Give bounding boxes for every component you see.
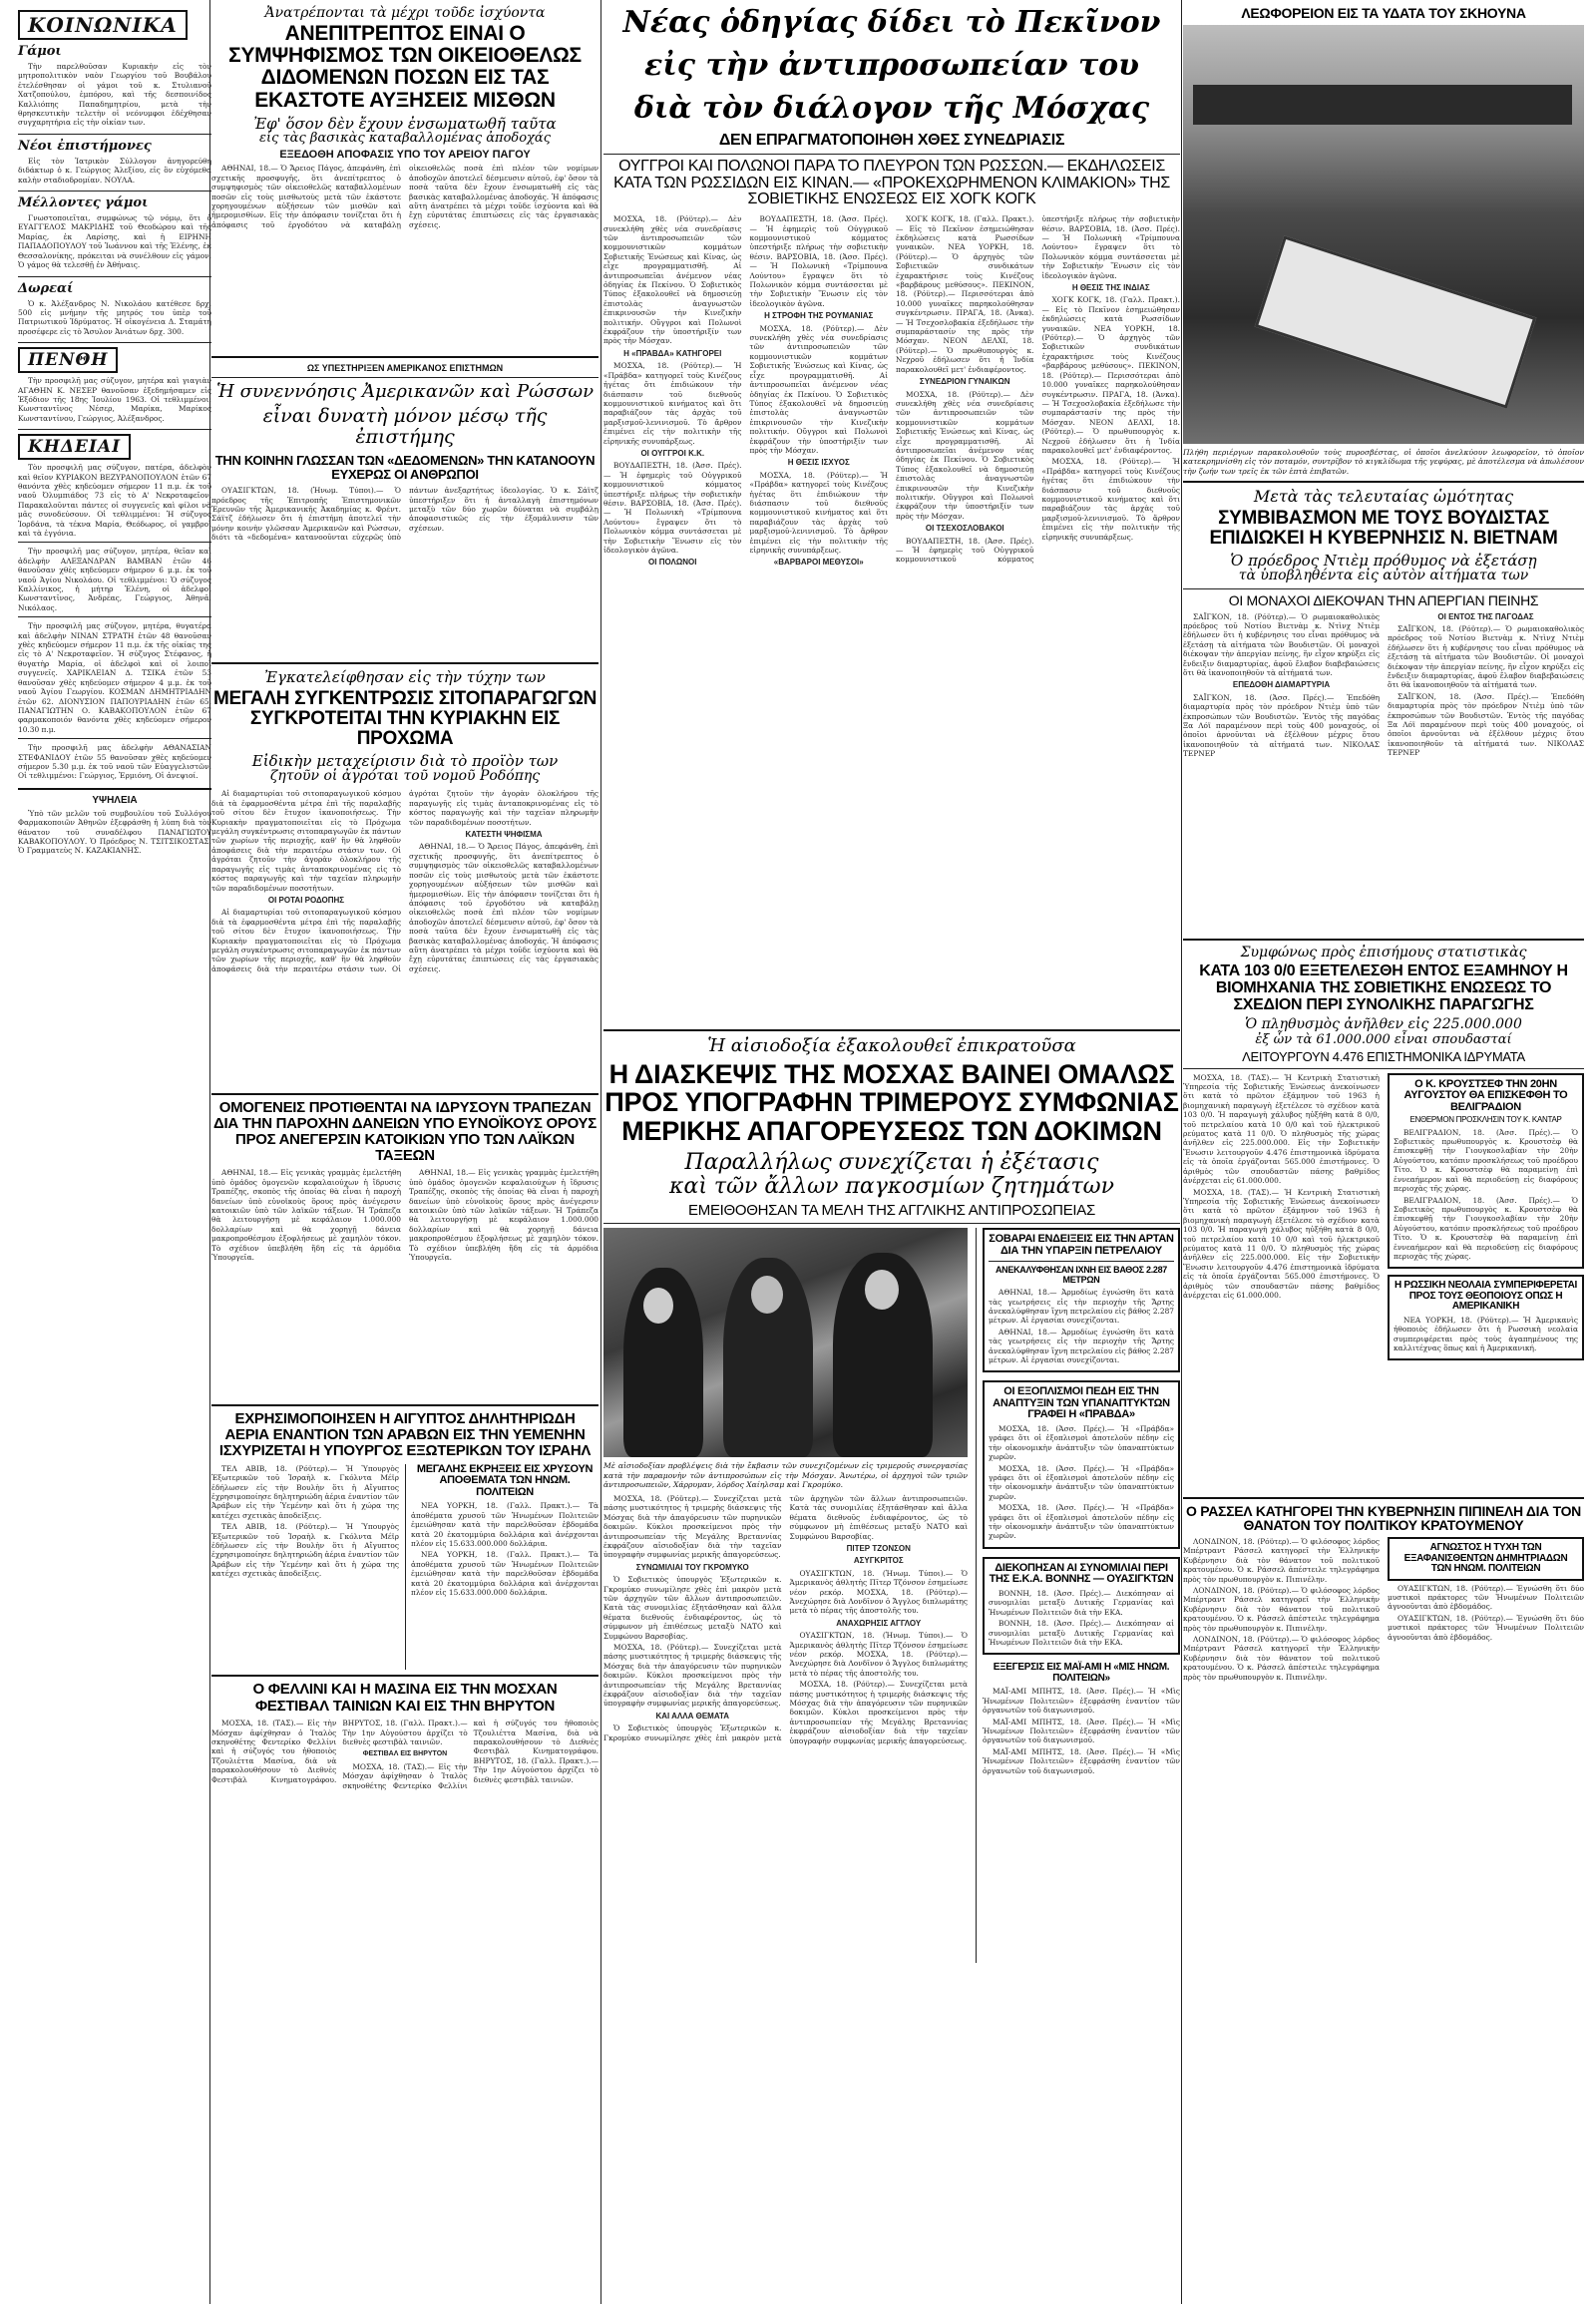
kicker-science: ΩΣ ΥΠΕΣΤΗΡΙΞΕΝ ΑΜΕΡΙΚΑΝΟΣ ΕΠΙΣΤΗΜΩΝ: [306, 363, 504, 374]
koinonika-title: ΚΟΙΝΩΝΙΚΑ: [18, 10, 188, 40]
column-rule: [600, 0, 601, 2304]
new-scientists-text: Εἰς τὸν Ἰατρικὸν Σύλλογον ἀνηγορεύθη διδάκτωρ ὁ κ. Γεώργιος Ἀλεξίου, εἰς ὃν εὐχόμεθα καλὴν σταδιοδρομίαν. ΝΟΥΛΑ.: [18, 156, 211, 185]
sub-departure: ΑΝΑΧΩΡΗΣΙΣ ΑΓΓΛΟΥ: [836, 1618, 922, 1628]
headline-science-1: Ἡ συνεννόησις Ἀμερικανῶν καὶ Ρώσσων: [215, 381, 595, 403]
oil-box: [983, 1228, 1180, 1372]
article-fellini: ΜΟΣΧΑ, 18. (ΤΑΣ).— Εἰς τὴν Μόσχαν ἀφίχθησαν ὁ Ἰταλὸς σκηνοθέτης Φεντερίκο Φελλίνι καὶ ἡ σύζυγός του ἠθοποιὸς Τζουλιέττα Μασίνα, διὰ νὰ παρακολουθήσουν τὸ Διεθνὲς Φεστιβὰλ Κινηματογράφου. ΒΗΡΥΤΟΣ, 18. (Γαλλ. Πρακτ.).— Τὴν 1ην Αὐγούστου ἀρχίζει τὸ διεθνὲς φεστιβὰλ ταινιῶν. ΦΕΣΤΙΒΑΛ ΕΙΣ ΒΗΡΥΤΟΝ ΜΟΣΧΑ, 18. (ΤΑΣ).— Εἰς τὴν Μόσχαν ἀφίχθησαν ὁ Ἰταλὸς σκηνοθέτης Φεντερίκο Φελλίνι καὶ ἡ σύζυγός του ἠθοποιὸς Τζουλιέττα Μασίνα, διὰ νὰ παρακολουθήσουν τὸ Διεθνὲς Φεστιβὰλ Κινηματογράφου. ΒΗΡΥΤΟΣ, 18. (Γαλλ. Πρακτ.).— Τὴν 1ην Αὐγούστου ἀρχίζει τὸ διεθνὲς φεστιβὰλ ταινιῶν.: [211, 1719, 598, 1790]
headline-peking-1: Νέας ὁδηγίας δίδει τὸ Πεκῖνον: [622, 5, 1161, 40]
sub-rodopi: ΟΙ ΡΟΤΑΙ ΡΟΔΟΠΗΣ: [267, 895, 345, 905]
sub-hungarians: ΟΙ ΟΥΓΓΡΟΙ Κ.Κ.: [640, 448, 705, 458]
article-peking: ΜΟΣΧΑ, 18. (Ρόϋτερ).— Δὲν συνεκλήθη χθὲς νέα συνεδρίασις τῶν ἀντιπροσωπειῶν τῶν κομμουνιστικῶν κομμάτων Σοβιετικῆς Ἑνώσεως καὶ Κίνας, ὡς εἶχε προγραμματισθῆ. Αἱ ἀντιπροσωπεῖαι ἀνέμενον νέας ὁδηγίας ἐκ Πεκίνου. Ὁ Σοβιετικὸς Τύπος ἐξακολουθεῖ νὰ δημοσιεύῃ ἐπιστολὰς ἀναγνωστῶν ἐπικρινουσῶν τὴν Κινεζικὴν πολιτικήν. Οὔγγροι καὶ Πολωνοὶ ἐκφράζουν τὴν ὑποστήριξίν των πρὸς τὴν Μόσχαν. Η «ΠΡΑΒΔΑ» ΚΑΤΗΓΟΡΕΙ ΜΟΣΧΑ, 18. (Ρόϋτερ).— Ἡ «Πράβδα» κατηγορεῖ τοὺς Κινέζους ἡγέτας ὅτι ἐπιδιώκουν τὴν διάσπασιν τοῦ διεθνοῦς κομμουνιστικοῦ κινήματος καὶ ὅτι παραβιάζουν τὰς ἀρχὰς τοῦ μαρξισμοῦ-λενινισμοῦ. Τὸ ἄρθρον ἐπιμένει εἰς τὴν πολιτικὴν τῆς εἰρηνικῆς συνυπάρξεως. ΟΙ ΟΥΓΓΡΟΙ Κ.Κ. ΒΟΥΔΑΠΕΣΤΗ, 18. (Ἀσσ. Πρές).— Ἡ ἐφημερὶς τοῦ Οὐγγρικοῦ κομμουνιστικοῦ κόμματος ὑπεστήριξε πλήρως τὴν σοβιετικὴν θέσιν. ΒΑΡΣΟΒΙΑ, 18. (Ἀσσ. Πρές).— Ἡ Πολωνικὴ «Τρίμπουνα Λούντου» ἔγραψεν ὅτι τὸ Πολωνικὸν κόμμα συντάσσεται μὲ τὴν Σοβιετικὴν Ἕνωσιν εἰς τὸν ἰδεολογικὸν ἀγῶνα. ΟΙ ΠΟΛΩΝΟΙ ΒΟΥΔΑΠΕΣΤΗ, 18. (Ἀσσ. Πρές).— Ἡ ἐφημερὶς τοῦ Οὐγγρικοῦ κομμουνιστικοῦ κόμματος ὑπεστήριξε πλήρως τὴν σοβιετικὴν θέσιν. ΒΑΡΣΟΒΙΑ, 18. (Ἀσσ. Πρές).— Ἡ Πολωνικὴ «Τρίμπουνα Λούντου» ἔγραψεν ὅτι τὸ Πολωνικὸν κόμμα συντάσσεται μὲ τὴν Σοβιετικὴν Ἕνωσιν εἰς τὸν ἰδεολογικὸν ἀγῶνα. Η ΣΤΡΟΦΗ ΤΗΣ ΡΟΥΜΑΝΙΑΣ ΜΟΣΧΑ, 18. (Ρόϋτερ).— Δὲν συνεκλήθη χθὲς νέα συνεδρίασις τῶν ἀντιπροσωπειῶν τῶν κομμουνιστικῶν κομμάτων Σοβιετικῆς Ἑνώσεως καὶ Κίνας, ὡς εἶχε προγραμματισθῆ. Αἱ ἀντιπροσωπεῖαι ἀνέμενον νέας ὁδηγίας ἐκ Πεκίνου. Ὁ Σοβιετικὸς Τύπος ἐξακολουθεῖ νὰ δημοσιεύῃ ἐπιστολὰς ἀναγνωστῶν ἐπικρινουσῶν τὴν Κινεζικὴν πολιτικήν. Οὔγγροι καὶ Πολωνοὶ ἐκφράζουν τὴν ὑποστήριξίν των πρὸς τὴν Μόσχαν. Η ΘΕΣΙΣ ΙΣΧΥΟΣ ΜΟΣΧΑ, 18. (Ρόϋτερ).— Ἡ «Πράβδα» κατηγορεῖ τοὺς Κινέζους ἡγέτας ὅτι ἐπιδιώκουν τὴν διάσπασιν τοῦ διεθνοῦς κομμουνιστικοῦ κινήματος καὶ ὅτι παραβιάζουν τὰς ἀρχὰς τοῦ μαρξισμοῦ-λενινισμοῦ. Τὸ ἄρθρον ἐπιμένει εἰς τὴν πολιτικὴν τῆς εἰρηνικῆς συνυπάρξεως. «ΒΑΡΒΑΡΟΙ ΜΕΘΥΣΟΙ» ΧΟΓΚ ΚΟΓΚ, 18. (Γαλλ. Πρακτ.).— Εἰς τὸ Πεκῖνον ἐσημειώθησαν ἐκδηλώσεις κατὰ Ρωσσίδων γυναικῶν. ΝΕΑ ΥΟΡΚΗ, 18. (Ρόϋτερ).— Ὁ ἀρχηγὸς τῶν Σοβιετικῶν συνδικάτων ἐχαρακτήρισε τοὺς Κινέζους «βαρβάρους μεθύσους». ΠΕΚΙΝΟΝ, 18. (Ρόϋτερ).— Περισσότεραι ἀπὸ 10.000 γυναῖκες παρηκολούθησαν συγκέντρωσιν. ΠΡΑΓΑ, 18. (Ἀνκα).— Ἡ Τσεχοσλοβακία ἐξεδήλωσε τὴν συμπαράστασίν της πρὸς τὴν Μόσχαν. ΝΕΟΝ ΔΕΛΧΙ, 18. (Ρόϋτερ).— Ὁ πρωθυπουργὸς κ. Νεχροῦ ἐδήλωσεν ὅτι ἡ Ἰνδία παρακολουθεῖ μετ' ἐνδιαφέροντος. ΣΥΝΕΔΡΙΟΝ ΓΥΝΑΙΚΩΝ ΜΟΣΧΑ, 18. (Ρόϋτερ).— Δὲν συνεκλήθη χθὲς νέα συνεδρίασις τῶν ἀντιπροσωπειῶν τῶν κομμουνιστικῶν κομμάτων Σοβιετικῆς Ἑνώσεως καὶ Κίνας, ὡς εἶχε προγραμματισθῆ. Αἱ ἀντιπροσωπεῖαι ἀνέμενον νέας ὁδηγίας ἐκ Πεκίνου. Ὁ Σοβιετικὸς Τύπος ἐξακολουθεῖ νὰ δημοσιεύῃ ἐπιστολὰς ἀναγνωστῶν ἐπικρινουσῶν τὴν Κινεζικὴν πολιτικήν. Οὔγγροι καὶ Πολωνοὶ ἐκφράζουν τὴν ὑποστήριξίν των πρὸς τὴν Μόσχαν. ΟΙ ΤΣΕΧΟΣΛΟΒΑΚΟΙ ΒΟΥΔΑΠΕΣΤΗ, 18. (Ἀσσ. Πρές).— Ἡ ἐφημερὶς τοῦ Οὐγγρικοῦ κομμουνιστικοῦ κόμματος ὑπεστήριξε πλήρως τὴν σοβιετικὴν θέσιν. ΒΑΡΣΟΒΙΑ, 18. (Ἀσσ. Πρές).— Ἡ Πολωνικὴ «Τρίμπουνα Λούντου» ἔγραψεν ὅτι τὸ Πολωνικὸν κόμμα συντάσσεται μὲ τὴν Σοβιετικὴν Ἕνωσιν εἰς τὸν ἰδεολογικὸν ἀγῶνα. Η ΘΕΣΙΣ ΤΗΣ ΙΝΔΙΑΣ ΧΟΓΚ ΚΟΓΚ, 18. (Γαλλ. Πρακτ.).— Εἰς τὸ Πεκῖνον ἐσημειώθησαν ἐκδηλώσεις κατὰ Ρωσσίδων γυναικῶν. ΝΕΑ ΥΟΡΚΗ, 18. (Ρόϋτερ).— Ὁ ἀρχηγὸς τῶν Σοβιετικῶν συνδικάτων ἐχαρακτήρισε τοὺς Κινέζους «βαρβάρους μεθύσους». ΠΕΚΙΝΟΝ, 18. (Ρόϋτερ).— Περισσότεραι ἀπὸ 10.000 γυναῖκες παρηκολούθησαν συγκέντρωσιν. ΠΡΑΓΑ, 18. (Ἀνκα).— Ἡ Τσεχοσλοβακία ἐξεδήλωσε τὴν συμπαράστασίν της πρὸς τὴν Μόσχαν. ΝΕΟΝ ΔΕΛΧΙ, 18. (Ρόϋτερ).— Ὁ πρωθυπουργὸς κ. Νεχροῦ ἐδήλωσεν ὅτι ἡ Ἰνδία παρακολουθεῖ μετ' ἐνδιαφέροντος. ΜΟΣΧΑ, 18. (Ρόϋτερ).— Ἡ «Πράβδα» κατηγορεῖ τοὺς Κινέζους ἡγέτας ὅτι ἐπιδιώκουν τὴν διάσπασιν τοῦ διεθνοῦς κομμουνιστικοῦ κινήματος καὶ ὅτι παραβιάζουν τὰς ἀρχὰς τοῦ μαρξισμοῦ-λενινισμοῦ. Τὸ ἄρθρον ἐπιμένει εἰς τὴν πολιτικὴν τῆς εἰρηνικῆς συνυπάρξεως.: [603, 214, 1180, 568]
headline-moscow-talks: Η ΔΙΑΣΚΕΨΙΣ ΤΗΣ ΜΟΣΧΑΣ ΒΑΙΝΕΙ ΟΜΑΛΩΣ ΠΡΟΣ ΥΠΟΓΡΑΦΗΝ ΤΡΙΜΕΡΟΥΣ ΣΥΜΦΩΝΙΑΣ ΜΕΡΙΚΗΣ ΑΠΑΓΟΡΕΥΣΕΩΣ ΤΩΝ ΔΟΚΙΜΩΝ: [604, 1058, 1179, 1146]
sub-science: ΤΗΝ ΚΟΙΝΗΝ ΓΛΩΣΣΑΝ ΤΩΝ «ΔΕΔΟΜΕΝΩΝ» ΤΗΝ ΚΑΤΑΝΟΟΥΝ ΕΥΧΕΡΩΣ ΟΙ ΑΝΘΡΩΠΟΙ: [214, 452, 596, 482]
column-rule: [1181, 0, 1182, 2304]
bonn-box-text: ΒΟΝΝΗ, 18. (Ἀσσ. Πρές).— Διεκόπησαν αἱ συνομιλίαι μεταξὺ Δυτικῆς Γερμανίας καὶ Ἡνωμένων Πολιτειῶν διὰ τὴν ΕΚΑ. ΒΟΝΝΗ, 18. (Ἀσσ. Πρές).— Διεκόπησαν αἱ συνομιλίαι μεταξὺ Δυτικῆς Γερμανίας καὶ Ἡνωμένων Πολιτειῶν διὰ τὴν ΕΚΑ.: [989, 1588, 1174, 1647]
headline-wages: ΑΝΕΠΙΤΡΕΠΤΟΣ ΕΙΝΑΙ Ο ΣΥΜΨΗΦΙΣΜΟΣ ΤΩΝ ΟΙΚΕΙΟΘΕΛΩΣ ΔΙΔΟΜΕΝΩΝ ΠΟΣΩΝ ΕΙΣ ΤΑΣ ΕΚΑΣΤΟΤΕ ΑΥΞΗΣΕΙΣ ΜΙΣΘΩΝ: [228, 22, 582, 112]
deck-farmers-1: Εἰδικὴν μεταχείρισιν διὰ τὸ προϊὸν των: [251, 751, 559, 770]
deck-soviet-1: Ὁ πληθυσμὸς ἀνῆλθεν εἰς 225.000.000: [1245, 1016, 1522, 1033]
missing-agents-box: [1388, 1537, 1584, 1727]
deck-farmers-2: ζητοῦν οἱ ἀγρόται τοῦ νομοῦ Ροδόπης: [269, 768, 541, 785]
pravda-box-title: ΟΙ ΕΞΟΠΛΙΣΜΟΙ ΠΕΔΗ ΕΙΣ ΤΗΝ ΑΝΑΠΤΥΞΙΝ ΤΩΝ ΥΠΑΝΑΠΤΥΚΤΩΝ ΓΡΑΦΕΙ Η «ΠΡΑΒΔΑ»: [993, 1385, 1170, 1421]
headline-science-2: εἶναι δυνατὴ μόνον μέσῳ τῆς ἐπιστήμης: [262, 405, 548, 449]
sub-gromyko: ΣΥΝΩΜΙΛΙΑΙ ΤΟΥ ΓΚΡΟΜΥΚΟ: [635, 1562, 749, 1572]
sub-areios-pagos: ΕΞΕΔΟΘΗ ΑΠΟΦΑΣΙΣ ΥΠΟ ΤΟΥ ΑΡΕΙΟΥ ΠΑΓΟΥ: [279, 149, 531, 162]
future-weddings-text: Γνωστοποιεῖται, συμφώνως τῷ νόμῳ, ὅτι ὁ ΕΥΑΓΓΕΛΟΣ ΜΑΚΡΙΔΗΣ τοῦ Θεοδώρου καὶ τῆς Μαρίας, ἐκ Λαρίσης, καὶ ἡ ΕΙΡΗΝΗ ΠΑΠΑΔΟΠΟΥΛΟΥ τοῦ Ἰωάννου καὶ τῆς Ἑλένης, ἐκ Θεσσαλονίκης, πρόκειται νὰ συνέλθουν εἰς γάμον. Ὁ γάμος θὰ τελεσθῇ ἐν Ἀθήναις.: [18, 213, 211, 270]
funerals-title: ΚΗΔΕΙΑΙ: [18, 434, 131, 460]
sub-protest: ΕΠΕΔΟΘΗ ΔΙΑΜΑΡΤΥΡΙΑ: [1232, 680, 1331, 690]
article-moscow-talks: ΜΟΣΧΑ, 18. (Ρόϋτερ).— Συνεχίζεται μετὰ πάσης μυστικότητος ἡ τριμερὴς διάσκεψις τῆς Μόσχας διὰ τὴν ἀπαγόρευσιν τῶν πυρηνικῶν δοκιμῶν. Κύκλοι προσκείμενοι πρὸς τὴν ἀντιπροσωπείαν τῆς Μεγάλης Βρεταννίας ἐκφράζουν αἰσιοδοξίαν διὰ τὴν ταχεῖαν ὑπογραφὴν συμφωνίας μερικῆς ἀπαγορεύσεως. ΣΥΝΩΜΙΛΙΑΙ ΤΟΥ ΓΚΡΟΜΥΚΟ Ὁ Σοβιετικὸς ὑπουργὸς Ἐξωτερικῶν κ. Γκρομύκο συνωμίλησε χθὲς ἐπὶ μακρὸν μετὰ τῶν ἀρχηγῶν τῶν ἄλλων ἀντιπροσωπειῶν. Κατὰ τὰς συνομιλίας ἐξητάσθησαν καὶ ἄλλα θέματα διεθνοῦς ἐνδιαφέροντος, ὡς τὸ σύμφωνον μὴ ἐπιθέσεως μεταξὺ ΝΑΤΟ καὶ Συμφώνου Βαρσοβίας. ΜΟΣΧΑ, 18. (Ρόϋτερ).— Συνεχίζεται μετὰ πάσης μυστικότητος ἡ τριμερὴς διάσκεψις τῆς Μόσχας διὰ τὴν ἀπαγόρευσιν τῶν πυρηνικῶν δοκιμῶν. Κύκλοι προσκείμενοι πρὸς τὴν ἀντιπροσωπείαν τῆς Μεγάλης Βρεταννίας ἐκφράζουν αἰσιοδοξίαν διὰ τὴν ταχεῖαν ὑπογραφὴν συμφωνίας μερικῆς ἀπαγορεύσεως. ΚΑΙ ΑΛΛΑ ΘΕΜΑΤΑ Ὁ Σοβιετικὸς ὑπουργὸς Ἐξωτερικῶν κ. Γκρομύκο συνωμίλησε χθὲς ἐπὶ μακρὸν μετὰ τῶν ἀρχηγῶν τῶν ἄλλων ἀντιπροσωπειῶν. Κατὰ τὰς συνομιλίας ἐξητάσθησαν καὶ ἄλλα θέματα διεθνοῦς ἐνδιαφέροντος, ὡς τὸ σύμφωνον μὴ ἐπιθέσεως μεταξὺ ΝΑΤΟ καὶ Συμφώνου Βαρσοβίας. ΠΙΤΕΡ ΤΖΟΝΣΟΝ ΑΣΥΓΚΡΙΤΟΣ ΟΥΑΣΙΓΚΤΩΝ, 18. (Ἡνωμ. Τύποι).— Ὁ Ἀμερικανὸς ἀθλητὴς Πῖτερ Τζόνσον ἐσημείωσε νέον ρεκόρ. ΜΟΣΧΑ, 18. (Ρόϋτερ).— Ἀνεχώρησε διὰ Λονδῖνον ὁ Ἄγγλος διπλωμάτης μετὰ τὸ πέρας τῆς ἀποστολῆς του. ΑΝΑΧΩΡΗΣΙΣ ΑΓΓΛΟΥ ΟΥΑΣΙΓΚΤΩΝ, 18. (Ἡνωμ. Τύποι).— Ὁ Ἀμερικανὸς ἀθλητὴς Πῖτερ Τζόνσον ἐσημείωσε νέον ρεκόρ. ΜΟΣΧΑ, 18. (Ρόϋτερ).— Ἀνεχώρησε διὰ Λονδῖνον ὁ Ἄγγλος διπλωμάτης μετὰ τὸ πέρας τῆς ἀποστολῆς του. ΜΟΣΧΑ, 18. (Ρόϋτερ).— Συνεχίζεται μετὰ πάσης μυστικότητος ἡ τριμερὴς διάσκεψις τῆς Μόσχας διὰ τὴν ἀπαγόρευσιν τῶν πυρηνικῶν δοκιμῶν. Κύκλοι προσκείμενοι πρὸς τὴν ἀντιπροσωπείαν τῆς Μεγάλης Βρεταννίας ἐκφράζουν αἰσιοδοξίαν διὰ τὴν ταχεῖαν ὑπογραφὴν συμφωνίας μερικῆς ἀπαγορεύσεως.: [603, 1493, 968, 1745]
khrushchev-box-text: ΒΕΛΙΓΡΑΔΙΟΝ, 18. (Ἀσσ. Πρές).— Ὁ Σοβιετικὸς πρωθυπουργὸς κ. Κρουστσὲφ θὰ ἐπισκεφθῇ τὴν Γιουγκοσλαβίαν τὴν 20ὴν Αὐγούστου, κατόπιν προσκλήσεως τοῦ προέδρου Τίτο. Ὁ κ. Κρουστσὲφ θὰ παραμείνῃ ἐπὶ ἐννεαήμερον καὶ θὰ περιοδεύσῃ εἰς διαφόρους περιοχὰς τῆς χώρας. ΒΕΛΙΓΡΑΔΙΟΝ, 18. (Ἀσσ. Πρές).— Ὁ Σοβιετικὸς πρωθυπουργὸς κ. Κρουστσὲφ θὰ ἐπισκεφθῇ τὴν Γιουγκοσλαβίαν τὴν 20ὴν Αὐγούστου, κατόπιν προσκλήσεως τοῦ προέδρου Τίτο. Ὁ κ. Κρουστσὲφ θὰ παραμείνῃ ἐπὶ ἐννεαήμερον καὶ θὰ περιοδεύσῃ εἰς διαφόρους περιοχὰς τῆς χώρας.: [1394, 1127, 1578, 1261]
headline-peking-3: διὰ τὸν διάλογον τῆς Μόσχας: [633, 91, 1150, 126]
sub-no-session: ΔΕΝ ΕΠΡΑΓΜΑΤΟΠΟΙΗΘΗ ΧΘΕΣ ΣΥΝΕΔΡΙΑΣΙΣ: [718, 132, 1065, 149]
delegation-photo: [603, 1228, 968, 1457]
mourning-text: Τὴν προσφιλῆ μας σύζυγον, μητέρα καὶ γιαγιὰν ΑΓΑΘΗΝ Κ. ΝΕΣΕΡ θανοῦσαν ἐξεδημήσαμεν εἰς Ἐξόδιον τῆς 18ης Ἰουλίου 1963. Οἱ τεθλιμμένοι: Κωνσταντῖνος Νέσερ, Μαρίκα, Μαρίκος Κωνσταντίνου, Γεώργιος, Ἀλέξανδρος.: [18, 376, 211, 423]
khrushchev-box: [1388, 1073, 1584, 1270]
funerals-text: Τὸν προσφιλῆ μας σύζυγον, πατέρα, ἀδελφὸν καὶ θεῖον ΚΥΡΙΑΚΟΝ ΒΕΖΥΡΑΝΟΠΟΥΛΟΝ ἐτῶν 67 θανόντα χθὲς κηδεύομεν σήμερον 11 π.μ. ἐκ τοῦ ναοῦ Ὀλυμπιάδος 73 εἰς τὸ Α' Νεκροταφεῖον. Παρακαλοῦνται πάντες οἱ συγγενεῖς καὶ φίλοι νὰ μᾶς συνοδεύσουν. Οἱ τεθλιμμένοι: Ἡ σύζυγος Ἰορδάνα, τὰ τέκνα Μαρία, Θεόδωρος, οἱ γαμβροὶ καὶ τὰ ἐγγόνια. Τὴν προσφιλῆ μας σύζυγον, μητέρα, θεῖαν καὶ ἀδελφὴν ΑΛΕΞΑΝΔΡΑΝ ΒΑΜΒΑΝ ἐτῶν 46 θανοῦσαν χθὲς κηδεύομεν σήμερον 6 μ.μ. ἐκ τοῦ ναοῦ Ἁγίου Νικολάου. Οἱ τεθλιμμένοι: Ὁ σύζυγος Καλλίνικος, ἡ μήτηρ Ἑλένη, οἱ ἀδελφοὶ Κωνσταντῖνος, Ἀνδρέας, Γεώργιος, Ἀθηνᾶ, Νικόλαος. Τὴν προσφιλῆ μας σύζυγον, μητέρα, θυγατέρα καὶ ἀδελφὴν ΝΙΝΑΝ ΣΤΡΑΤΗ ἐτῶν 48 θανοῦσαν χθὲς κηδεύομεν σήμερον 11 π.μ. ἐκ τῆς οἰκίας της εἰς τὸ Α' Νεκροταφεῖον. Ἡ σύζυγος Στέφανος, ἡ θυγατὴρ Μαρία, οἱ ἀδελφοὶ καὶ οἱ λοιποὶ συγγενεῖς. ΧΑΡΙΚΛΕΙΑΝ Δ. ΤΣΙΚΑ ἐτῶν 53 θανοῦσαν χθὲς κηδεύομεν σήμερον 4 μ.μ. ἐκ τοῦ ναοῦ Ἁγίου Γεωργίου. ΚΟΣΜΑΝ ΔΗΜΗΤΡΙΑΔΗΝ ἐτῶν 62. ΔΙΟΝΥΣΙΟΝ ΠΑΠΟΥΡΙΑΔΗΝ ἐτῶν 65. ΠΑΝΑΓΙΩΤΗΝ Ο. ΚΑΒΑΚΟΠΟΥΛΟΝ ἐτῶν 67 φαρμακοποιόν θανόντα χθὲς κηδεύομεν σήμερον 10.30 π.μ. Τὴν προσφιλῆ μας ἀδελφὴν ΑΘΑΝΑΣΙΑΝ ΣΤΕΦΑΝΙΔΟΥ ἐτῶν 55 θανοῦσαν χθὲς κηδεύομεν σήμερον 5.30 μ.μ. ἐκ τοῦ ναοῦ τῶν Εὐαγγελιστῶν. Οἱ τεθλιμμένοι: Γεώργιος, Ἑρμιόνη, Οἱ ἀνεψιοί.: [18, 463, 211, 781]
main-news-column: [603, 6, 1180, 1963]
deck-vietnam-2: τὰ ὑποβληθέντα εἰς αὐτὸν αἰτήματα των: [1238, 568, 1529, 584]
headline-egypt: ΕΧΡΗΣΙΜΟΠΟΙΗΣΕΝ Η ΑΙΓΥΠΤΟΣ ΔΗΛΗΤΗΡΙΩΔΗ ΑΕΡΙΑ ΕΝΑΝΤΙΟΝ ΤΩΝ ΑΡΑΒΩΝ ΕΙΣ ΤΗΝ ΥΕΜΕΝΗΝ ΙΣΧΥΡΙΖΕΤΑΙ Η ΥΠΟΥΡΓΟΣ ΕΞΩΤΕΡΙΚΩΝ ΤΟΥ ΙΣΡΑΗΛ: [218, 1410, 592, 1459]
kicker-farmers: Ἐγκατελείφθησαν εἰς τὴν τύχην των: [264, 668, 546, 687]
article-russell: ΛΟΝΔΙΝΟΝ, 18. (Ρόϋτερ).— Ὁ φιλόσοφος λόρδος Μπέρτραντ Ράσσελ κατηγορεῖ τὴν Ἑλληνικὴν Κυβέρνησιν διὰ τὸν θάνατον τοῦ πολιτικοῦ κρατουμένου. Ὁ κ. Ράσσελ ἀπέστειλε τηλεγράφημα πρὸς τὸν πρωθυπουργὸν κ. Πιπινέλην. ΛΟΝΔΙΝΟΝ, 18. (Ρόϋτερ).— Ὁ φιλόσοφος λόρδος Μπέρτραντ Ράσσελ κατηγορεῖ τὴν Ἑλληνικὴν Κυβέρνησιν διὰ τὸν θάνατον τοῦ πολιτικοῦ κρατουμένου. Ὁ κ. Ράσσελ ἀπέστειλε τηλεγράφημα πρὸς τὸν πρωθυπουργὸν κ. Πιπινέλην. ΛΟΝΔΙΝΟΝ, 18. (Ρόϋτερ).— Ὁ φιλόσοφος λόρδος Μπέρτραντ Ράσσελ κατηγορεῖ τὴν Ἑλληνικὴν Κυβέρνησιν διὰ τὸν θάνατον τοῦ πολιτικοῦ κρατουμένου. Ὁ κ. Ράσσελ ἀπέστειλε τηλεγράφημα πρὸς τὸν πρωθυπουργὸν κ. Πιπινέλην.: [1183, 1537, 1380, 1682]
kicker-soviet: Συμφώνως πρὸς ἐπισήμους στατιστικὰς: [1240, 944, 1527, 960]
sub-psifisma: ΚΑΤΕΣΤΗ ΨΗΦΙΣΜΑ: [465, 830, 543, 840]
article-egypt: ΤΕΛ ΑΒΙΒ, 18. (Ρόϋτερ).— Ἡ Ὑπουργὸς Ἐξωτερικῶν τοῦ Ἰσραὴλ κ. Γκόλντα Μέϊρ ἐδήλωσεν εἰς τὴν Βουλὴν ὅτι ἡ Αἴγυπτος ἐχρησιμοποίησε δηλητηριώδη ἀέρια ἐναντίον τῶν Ἀράβων εἰς τὴν Ὑεμένην καὶ ὅτι ἡ χώρα της κατέχει σχετικὰς ἀποδείξεις. ΤΕΛ ΑΒΙΒ, 18. (Ρόϋτερ).— Ἡ Ὑπουργὸς Ἐξωτερικῶν τοῦ Ἰσραὴλ κ. Γκόλντα Μέϊρ ἐδήλωσεν εἰς τὴν Βουλὴν ὅτι ἡ Αἴγυπτος ἐχρησιμοποίησε δηλητηριώδη ἀέρια ἐναντίον τῶν Ἀράβων εἰς τὴν Ὑεμένην καὶ ὅτι ἡ χώρα της κατέχει σχετικὰς ἀποδείξεις.: [211, 1463, 399, 1579]
article-science: ΟΥΑΣΙΓΚΤΩΝ, 18. (Ἡνωμ. Τύποι).— Ὁ πρόεδρος τῆς Ἐπιτροπῆς Ἐπιστημονικῶν Ἐρευνῶν τῆς Ἀμερικανικῆς Ἀκαδημίας κ. Φρέντ. Σάϊτζ ἐδήλωσεν ὅτι ἡ ἐπιστήμη ἀποτελεῖ τὴν μόνην κοινὴν γλῶσσαν Ἀμερικανῶν καὶ Ρώσσων, διότι τὰ «δεδομένα» κατανοοῦνται εὐχερῶς ὑπὸ πάντων ἀνεξαρτήτως ἰδεολογίας. Ὁ κ. Σάϊτζ ὑπεστήριξεν ὅτι ἡ ἀνταλλαγὴ ἐπιστημόνων μεταξὺ τῶν δύο χωρῶν δύναται νὰ συμβάλῃ ἀποφασιστικῶς εἰς τὴν ἐξομάλυνσιν τῶν σχέσεων.: [211, 486, 598, 543]
sub-czechs: ΟΙ ΤΣΕΧΟΣΛΟΒΑΚΟΙ: [925, 524, 1004, 534]
sub-british-delegation: ΕΜΕΙΘΟΘΗΣΑΝ ΤΑ ΜΕΛΗ ΤΗΣ ΑΓΓΛΙΚΗΣ ΑΝΤΙΠΡΟΣΩΠΕΙΑΣ: [688, 1202, 1095, 1220]
weddings-text: Τὴν παρελθοῦσαν Κυριακὴν εἰς τὸν μητροπολιτικὸν ναὸν Γεωργίου τοῦ Βουβάλου ἐτελέσθησαν οἱ γάμοι τοῦ κ. Στυλιανοῦ Χατζοπούλου, ἐμπόρου, καὶ τῆς δεσποινίδος Καλλιόπης Παπαδημητρίου, μετὰ τὴν θρησκευτικὴν τελετὴν οἱ νεόνυμφοι ἐδέχθησαν συγχαρητήρια εἰς τὴν οἰκίαν των.: [18, 62, 211, 128]
deck-wages-1: Ἐφ' ὅσον δὲν ἔχουν ἐνσωματωθῆ ταῦτα: [253, 114, 557, 133]
social-column: [18, 8, 211, 858]
article-miami: ΜΑΪ-ΑΜΙ ΜΠΗΤΣ, 18. (Ἀσσ. Πρές).— Ἡ «Μὶς Ἡνωμένων Πολιτειῶν» ἐξεφράσθη ἐναντίον τῶν ὀργανωτῶν τοῦ διαγωνισμοῦ. ΜΑΪ-ΑΜΙ ΜΠΗΤΣ, 18. (Ἀσσ. Πρές).— Ἡ «Μὶς Ἡνωμένων Πολιτειῶν» ἐξεφράσθη ἐναντίον τῶν ὀργανωτῶν τοῦ διαγωνισμοῦ. ΜΑΪ-ΑΜΙ ΜΠΗΤΣ, 18. (Ἀσσ. Πρές).— Ἡ «Μὶς Ἡνωμένων Πολιτειῶν» ἐξεφράσθη ἐναντίον τῶν ὀργανωτῶν τοῦ διαγωνισμοῦ.: [983, 1687, 1180, 1775]
sub-incomparable: ΑΣΥΓΚΡΙΤΟΣ: [853, 1556, 904, 1566]
khrushchev-box-title: Ο Κ. ΚΡΟΥΣΤΣΕΦ ΤΗΝ 20ΗΝ ΑΥΓΟΥΣΤΟΥ ΘΑ ΕΠΙΣΚΕΦΘΗ ΤΟ ΒΕΛΙΓΡΑΔΙΟΝ: [1403, 1077, 1568, 1113]
headline-miami: ΕΞΕΓΕΡΣΙΣ ΕΙΣ ΜΑΪ-ΑΜΙ Η «ΜΙΣ ΗΝΩΜ. ΠΟΛΙΤΕΙΩΝ»: [993, 1662, 1170, 1684]
donations-heading: Δωρεαί: [18, 280, 74, 296]
missing-agents-title: ΑΓΝΩΣΤΟΣ Η ΤΥΧΗ ΤΩΝ ΕΞΑΦΑΝΙΣΘΕΝΤΩΝ ΔΗΜΗΤΡΙΑΔΩΝ ΤΩΝ ΗΝΩΜ. ΠΟΛΙΤΕΙΩΝ: [1403, 1542, 1568, 1574]
headline-russell: Ο ΡΑΣΣΕΛ ΚΑΤΗΓΟΡΕΙ ΤΗΝ ΚΥΒΕΡΝΗΣΙΝ ΠΙΠΙΝΕΛΗ ΔΙΑ ΤΟΝ ΘΑΝΑΤΟΝ ΤΟΥ ΠΟΛΙΤΙΚΟΥ ΚΡΑΤΟΥΜΕΝΟΥ: [1186, 1502, 1581, 1534]
soviet-side-boxes: [1388, 1073, 1584, 1492]
article-vietnam: ΣΑΪΓΚΟΝ, 18. (Ρόϋτερ).— Ὁ ρωμαιοκαθολικὸς πρόεδρος τοῦ Νοτίου Βιετνὰμ κ. Ντὶνχ Ντιὲμ ἐδήλωσεν ὅτι ἡ κυβέρνησις του εἶναι πρόθυμος νὰ ἐξετάσῃ τὰ αἰτήματα τῶν Βουδιστῶν. Οἱ μοναχοὶ διέκοψαν τὴν ἀπεργίαν πείνης, ἣν εἶχον κηρύξει εἰς ἔνδειξιν διαμαρτυρίας, ἀφοῦ ἔλαβον διαβεβαιώσεις ὅτι θὰ ἱκανοποιηθοῦν τὰ αἰτήματά των. ΕΠΕΔΟΘΗ ΔΙΑΜΑΡΤΥΡΙΑ ΣΑΪΓΚΟΝ, 18. (Ἀσσ. Πρές).— Ἐπεδόθη διαμαρτυρία πρὸς τὸν πρόεδρον Ντιὲμ ὑπὸ τῶν ἐκπροσώπων τῶν Βουδιστῶν. Ἐντὸς τῆς παγόδας Ξα Λόϊ παραμένουν περὶ τοὺς 400 μοναχούς, οἱ ὁποῖοι ἀρνοῦνται νὰ ἐξέλθουν μέχρις ὅτου ἱκανοποιηθοῦν τὰ αἰτήματά των. ΝΙΚΟΛΑΣ ΤΕΡΝΕΡ ΟΙ ΕΝΤΟΣ ΤΗΣ ΠΑΓΟΔΑΣ ΣΑΪΓΚΟΝ, 18. (Ρόϋτερ).— Ὁ ρωμαιοκαθολικὸς πρόεδρος τοῦ Νοτίου Βιετνὰμ κ. Ντὶνχ Ντιὲμ ἐδήλωσεν ὅτι ἡ κυβέρνησις του εἶναι πρόθυμος νὰ ἐξετάσῃ τὰ αἰτήματα τῶν Βουδιστῶν. Οἱ μοναχοὶ διέκοψαν τὴν ἀπεργίαν πείνης, ἣν εἶχον κηρύξει εἰς ἔνδειξιν διαμαρτυρίας, ἀφοῦ ἔλαβον διαβεβαιώσεις ὅτι θὰ ἱκανοποιηθοῦν τὰ αἰτήματά των. ΣΑΪΓΚΟΝ, 18. (Ἀσσ. Πρές).— Ἐπεδόθη διαμαρτυρία πρὸς τὸν πρόεδρον Ντιὲμ ὑπὸ τῶν ἐκπροσώπων τῶν Βουδιστῶν. Ἐντὸς τῆς παγόδας Ξα Λόϊ παραμένουν περὶ τοὺς 400 μοναχούς, οἱ ὁποῖοι ἀρνοῦνται νὰ ἐξέλθουν μέχρις ὅτου ἱκανοποιηθοῦν τὰ αἰτήματά των. ΝΙΚΟΛΑΣ ΤΕΡΝΕΡ: [1183, 611, 1584, 759]
sub-india: Η ΘΕΣΙΣ ΤΗΣ ΙΝΔΙΑΣ: [1071, 283, 1150, 293]
kicker-vietnam: Μετὰ τὰς τελευταίας ὡμότητας: [1253, 487, 1514, 507]
domestic-column: [211, 6, 598, 1818]
youth-box: [1388, 1275, 1584, 1360]
deck-vietnam-1: Ὁ πρόεδρος Ντιὲμ πρόθυμος νὰ ἐξετάσῃ: [1230, 551, 1537, 570]
kicker-wages: Ἀνατρέπονται τὰ μέχρι τοῦδε ἰσχύοντα: [264, 5, 546, 21]
headline-peking-2: εἰς τὴν ἀντιπροσωπείαν του: [644, 48, 1139, 83]
headline-festival: ΦΕΣΤΙΒΑΛ ΤΑΙΝΙΩΝ ΚΑΙ ΕΙΣ ΤΗΝ ΒΗΡΥΤΟΝ: [254, 1698, 556, 1716]
sub-pagoda: ΟΙ ΕΝΤΟΣ ΤΗΣ ΠΑΓΟΔΑΣ: [1437, 611, 1534, 621]
moscow-talks-block: [603, 1228, 968, 1963]
bus-photo: [1183, 25, 1584, 444]
headline-bank: ΟΜΟΓΕΝΕΙΣ ΠΡΟΤΙΘΕΝΤΑΙ ΝΑ ΙΔΡΥΣΟΥΝ ΤΡΑΠΕΖΑΝ ΔΙΑ ΤΗΝ ΠΑΡΟΧΗΝ ΔΑΝΕΙΩΝ ΥΠΟ ΕΥΝΟΪΚΟΥΣ ΟΡΟΥΣ ΠΡΟΣ ΑΝΕΓΕΡΣΙΝ ΚΑΤΟΙΚΙΩΝ ΥΠΟ ΤΩΝ ΛΑΪΚΩΝ ΤΑΞΕΩΝ: [213, 1099, 597, 1164]
new-scientists-heading: Νέοι ἐπιστήμονες: [18, 138, 152, 154]
headline-soviet-industry: ΚΑΤΑ 103 0/0 ΕΞΕΤΕΛΕΣΘΗ ΕΝΤΟΣ ΕΞΑΜΗΝΟΥ Η ΒΙΟΜΗΧΑΝΙΑ ΤΗΣ ΣΟΒΙΕΤΙΚΗΣ ΕΝΩΣΕΩΣ ΤΟ ΣΧΕΔΙΟΝ ΠΕΡΙ ΣΥΝΟΛΙΚΗΣ ΠΑΡΑΓΩΓΗΣ: [1199, 961, 1568, 1013]
donations-text: Ὁ κ. Ἀλέξανδρος Ν. Νικολάου κατέθεσε δρχ. 500 εἰς μνήμην τῆς μητρός του ὑπὲρ τοῦ Πατριωτικοῦ Ἱδρύματος. Ἡ οἰκογένεια Δ. Σταμάτη προσέφερε εἰς τὸ Ἄσυλον Ἀνιάτων δρχ. 300.: [18, 298, 211, 336]
mourning-title: ΠΕΝΘΗ: [18, 347, 118, 373]
article-farmers: Αἱ διαμαρτυρίαι τοῦ σιτοπαραγωγικοῦ κόσμου διὰ τὰ ἐφαρμοσθέντα μέτρα ἐπὶ τῆς παραλαβῆς τοῦ σίτου δὲν ἔτυχον ἱκανοποιήσεως. Τὴν Κυριακὴν πραγματοποιεῖται εἰς τὸ Πρόχωμα μεγάλη συγκέντρωσις σιτοπαραγωγῶν ἐκ πάντων τῶν χωρίων τῆς περιοχῆς, καθ' ἣν θὰ ληφθοῦν ἀποφάσεις διὰ τὴν περαιτέρω στάσιν των. Οἱ ἀγρόται ζητοῦν τὴν ἀγορὰν ὁλοκλήρου τῆς παραγωγῆς εἰς τιμὰς ἀνταποκρινομένας εἰς τὸ κόστος παραγωγῆς καὶ τὴν ταχεῖαν πληρωμὴν τῶν παραδιδομένων ποσοτήτων. ΟΙ ΡΟΤΑΙ ΡΟΔΟΠΗΣ Αἱ διαμαρτυρίαι τοῦ σιτοπαραγωγικοῦ κόσμου διὰ τὰ ἐφαρμοσθέντα μέτρα ἐπὶ τῆς παραλαβῆς τοῦ σίτου δὲν ἔτυχον ἱκανοποιήσεως. Τὴν Κυριακὴν πραγματοποιεῖται εἰς τὸ Πρόχωμα μεγάλη συγκέντρωσις σιτοπαραγωγῶν ἐκ πάντων τῶν χωρίων τῆς περιοχῆς, καθ' ἣν θὰ ληφθοῦν ἀποφάσεις διὰ τὴν περαιτέρω στάσιν των. Οἱ ἀγρόται ζητοῦν τὴν ἀγορὰν ὁλοκλήρου τῆς παραγωγῆς εἰς τιμὰς ἀνταποκρινομένας εἰς τὸ κόστος παραγωγῆς καὶ τὴν ταχεῖαν πληρωμὴν τῶν παραδιδομένων ποσοτήτων. ΚΑΤΕΣΤΗ ΨΗΦΙΣΜΑ ΑΘΗΝΑΙ, 18.— Ὁ Ἄρειος Πάγος, ἀπεφάνθη, ἐπὶ σχετικῆς προσφυγῆς, ὅτι ἀνεπίτρεπτος ὁ συμψηφισμὸς τῶν οἰκειοθελῶς καταβαλλομένων ποσῶν εἰς τοὺς μισθωτοὺς μετὰ τῶν ἐκάστοτε χορηγουμένων αὐξήσεων τῶν μισθῶν καὶ ἡμερομισθίων. Εἰς τὴν ἀπόφασιν τονίζεται ὅτι ἡ ἀπόφασις τοῦ ἐργοδότου νὰ καταβάλῃ οἰκειοθελῶς ποσὰ ἐπὶ πλέον τῶν νομίμων ἀποδοχῶν ἀποτελεῖ δέσμευσιν αὐτοῦ, ἐφ' ὅσον τὰ ποσὰ ταῦτα δὲν ἔχουν ἐνσωματωθῆ εἰς τὰς βασικὰς καταβαλλομένας ἀποδοχάς. Ἡ ἀπόφασις αὕτη ἀνατρέπει τὰ μέχρι τοῦδε ἰσχύοντα καὶ θὰ ἔχῃ εὐρυτάτας ἐπιπτώσεις εἰς τὰς ἐργασιακὰς σχέσεις.: [211, 789, 598, 973]
deck-soviet-2: ἐξ ὧν τὰ 61.000.000 εἶναι σπουδασταί: [1255, 1031, 1512, 1047]
sub-other-topics: ΚΑΙ ΑΛΛΑ ΘΕΜΑΤΑ: [655, 1711, 730, 1721]
oil-box-sub: ΑΝΕΚΑΛΥΦΘΗΣΑΝ ΙΧΝΗ ΕΙΣ ΒΑΘΟΣ 2.287 ΜΕΤΡΩΝ: [995, 1265, 1168, 1285]
sub-romania: Η ΣΤΡΟΦΗ ΤΗΣ ΡΟΥΜΑΝΙΑΣ: [764, 311, 874, 321]
gold-box-text: ΝΕΑ ΥΟΡΚΗ, 18. (Γαλλ. Πρακτ.).— Τὰ ἀποθέματα χρυσοῦ τῶν Ἡνωμένων Πολιτειῶν ἐμειώθησαν κατὰ τὴν παρελθοῦσαν ἑβδομάδα κατὰ 20 ἑκατομμύρια δολλάρια καὶ ἀνέρχονται πλέον εἰς 15.633.000.000 δολλάρια. ΝΕΑ ΥΟΡΚΗ, 18. (Γαλλ. Πρακτ.).— Τὰ ἀποθέματα χρυσοῦ τῶν Ἡνωμένων Πολιτειῶν ἐμειώθησαν κατὰ τὴν παρελθοῦσαν ἑβδομάδα κατὰ 20 ἑκατομμύρια δολλάρια καὶ ἀνέρχονται πλέον εἰς 15.633.000.000 δολλάρια.: [411, 1501, 598, 1597]
sub-johnson: ΠΙΤΕΡ ΤΖΟΝΣΟΝ: [846, 1543, 911, 1553]
foreign-column: [1183, 6, 1584, 1727]
side-boxes: [976, 1228, 1180, 1963]
hyp-text: Ὑπὸ τῶν μελῶν τοῦ συμβουλίου τοῦ Συλλόγου Φαρμακοποιῶν Ἀθηνῶν ἐξεφράσθη ἡ λύπη διὰ τὸν θάνατον τοῦ συναδέλφου ΠΑΝΑΓΙΩΤΟΥ ΚΑΒΑΚΟΠΟΥΛΟΥ. Ὁ Πρόεδρος Ν. ΤΣΙΤΣΙΚΟΣΤΑΣ, Ὁ Γραμματεὺς Ν. ΚΑΖΑΚΙΑΝΗΣ.: [18, 808, 211, 856]
bonn-box: [983, 1557, 1180, 1656]
deck-peking: ΟΥΓΓΡΟΙ ΚΑΙ ΠΟΛΩΝΟΙ ΠΑΡΑ ΤΟ ΠΛΕΥΡΟΝ ΤΩΝ ΡΩΣΣΩΝ.— ΕΚΔΗΛΩΣΕΙΣ ΚΑΤΑ ΤΩΝ ΡΩΣΣΙΔΩΝ ΕΙΣ ΚΙΝΑΝ.— «ΠΡΟΚΕΧΩΡΗΜΕΝΟΝ ΚΛΙΜΑΚΙΟΝ» ΤΗΣ ΣΟΒΙΕΤΙΚΗΣ ΕΝΩΣΕΩΣ ΕΙΣ ΧΟΓΚ ΚΟΓΚ: [613, 157, 1170, 208]
article-soviet-industry: ΜΟΣΧΑ, 18. (ΤΑΣ).— Ἡ Κεντρικὴ Στατιστικὴ Ὑπηρεσία τῆς Σοβιετικῆς Ἑνώσεως ἀνεκοίνωσεν ὅτι κατὰ τὸ πρῶτον ἑξάμηνον τοῦ 1963 ἡ βιομηχανικὴ παραγωγὴ ἐξετέλεσε τὸ σχέδιον κατὰ 103 0/0. Ἡ παραγωγὴ χάλυβος ηὐξήθη κατὰ 8 0/0, τοῦ πετρελαίου κατὰ 10 0/0 καὶ τοῦ ἠλεκτρικοῦ ρεύματος κατὰ 11 0/0. Ὁ πληθυσμὸς τῆς χώρας ἀνῆλθεν εἰς 225.000.000. Εἰς τὴν Σοβιετικὴν Ἕνωσιν λειτουργοῦν 4.476 ἐπιστημονικὰ ἱδρύματα εἰς τὰ ὁποῖα ἐργάζονται 565.000 ἐπιστήμονες. Ὁ ἀριθμὸς τῶν σπουδαστῶν πάσης βαθμίδος ἀνέρχεται εἰς 61.000.000. ΜΟΣΧΑ, 18. (ΤΑΣ).— Ἡ Κεντρικὴ Στατιστικὴ Ὑπηρεσία τῆς Σοβιετικῆς Ἑνώσεως ἀνεκοίνωσεν ὅτι κατὰ τὸ πρῶτον ἑξάμηνον τοῦ 1963 ἡ βιομηχανικὴ παραγωγὴ ἐξετέλεσε τὸ σχέδιον κατὰ 103 0/0. Ἡ παραγωγὴ χάλυβος ηὐξήθη κατὰ 8 0/0, τοῦ πετρελαίου κατὰ 10 0/0 καὶ τοῦ ἠλεκτρικοῦ ρεύματος κατὰ 11 0/0. Ὁ πληθυσμὸς τῆς χώρας ἀνῆλθεν εἰς 225.000.000. Εἰς τὴν Σοβιετικὴν Ἕνωσιν λειτουργοῦν 4.476 ἐπιστημονικὰ ἱδρύματα εἰς τὰ ὁποῖα ἐργάζονται 565.000 ἐπιστήμονες. Ὁ ἀριθμὸς τῶν σπουδαστῶν πάσης βαθμίδος ἀνέρχεται εἰς 61.000.000.: [1183, 1072, 1380, 1300]
delegation-photo-caption: Μὲ αἰσιοδοξίαν προβλέψεις διὰ τὴν ἔκβασιν τῶν συνεχιζομένων εἰς τριμεροῦς συνεργασίας κατὰ τὴν παραμονὴν τῶν ἀντιπροσώπων εἰς τὴν Μόσχαν. Ἀνωτέρω, οἱ ἀρχηγοὶ τῶν τριῶν ἀντιπροσωπειῶν, Χάρρυμαν, λόρδος Χαίηλσαμ καὶ Γκρομύκο.: [603, 1461, 968, 1490]
article-wages: ΑΘΗΝΑΙ, 18.— Ὁ Ἄρειος Πάγος, ἀπεφάνθη, ἐπὶ σχετικῆς προσφυγῆς, ὅτι ἀνεπίτρεπτος ὁ συμψηφισμὸς τῶν οἰκειοθελῶς καταβαλλομένων ποσῶν εἰς τοὺς μισθωτοὺς μετὰ τῶν ἐκάστοτε χορηγουμένων αὐξήσεων τῶν μισθῶν καὶ ἡμερομισθίων. Εἰς τὴν ἀπόφασιν τονίζεται ὅτι ἡ ἀπόφασις τοῦ ἐργοδότου νὰ καταβάλῃ οἰκειοθελῶς ποσὰ ἐπὶ πλέον τῶν νομίμων ἀποδοχῶν ἀποτελεῖ δέσμευσιν αὐτοῦ, ἐφ' ὅσον τὰ ποσὰ ταῦτα δὲν ἔχουν ἐνσωματωθῆ εἰς τὰς βασικὰς καταβαλλομένας ἀποδοχάς. Ἡ ἀπόφασις αὕτη ἀνατρέπει τὰ μέχρι τοῦδε ἰσχύοντα καὶ θὰ ἔχῃ εὐρυτάτας ἐπιπτώσεις εἰς τὰς ἐργασιακὰς σχέσεις.: [211, 164, 598, 229]
gold-box-title: ΜΕΓΑΛΗΣ ΕΚΡΗΞΕΙΣ ΕΙΣ ΧΡΥΣΟΥΝ ΑΠΟΘΕΜΑΤΑ ΤΩΝ ΗΝΩΜ. ΠΟΛΙΤΕΙΩΝ: [416, 1462, 594, 1498]
oil-box-title: ΣΟΒΑΡΑΙ ΕΝΔΕΙΞΕΙΣ ΕΙΣ ΤΗΝ ΑΡΤΑΝ ΔΙΑ ΤΗΝ ΥΠΑΡΞΙΝ ΠΕΤΡΕΛΑΙΟΥ: [989, 1233, 1174, 1257]
weddings-heading: Γάμοι: [18, 44, 62, 59]
future-weddings-heading: Μέλλοντες γάμοι: [18, 195, 149, 211]
kicker-optimism: Ἡ αἰσιοδοξία ἐξακολουθεῖ ἐπικρατοῦσα: [707, 1035, 1076, 1057]
youth-box-title: Η ΡΩΣΣΙΚΗ ΝΕΟΛΑΙΑ ΣΥΜΠΕΡΙΦΕΡΕΤΑΙ ΠΡΟΣ ΤΟΥΣ ΘΕΟΠΟΙΟΥΣ ΟΠΩΣ Η ΑΜΕΡΙΚΑΝΙΚΗ: [1394, 1280, 1578, 1313]
headline-fellini: Ο ΦΕΛΛΙΝΙ ΚΑΙ Η ΜΑΣΙΝΑ ΕΙΣ ΤΗΝ ΜΟΣΧΑΝ: [252, 1680, 558, 1698]
deck-moscow-2: καὶ τῶν ἄλλων παγκοσμίων ζητημάτων: [669, 1174, 1114, 1200]
pravda-box-text: ΜΟΣΧΑ, 18. (Ἀσσ. Πρές).— Ἡ «Πράβδα» γράφει ὅτι οἱ ἐξοπλισμοὶ ἀποτελοῦν πέδην εἰς τὴν οἰκονομικὴν ἀνάπτυξιν τῶν ὑπαναπτύκτων χωρῶν. ΜΟΣΧΑ, 18. (Ἀσσ. Πρές).— Ἡ «Πράβδα» γράφει ὅτι οἱ ἐξοπλισμοὶ ἀποτελοῦν πέδην εἰς τὴν οἰκονομικὴν ἀνάπτυξιν τῶν ὑπαναπτύκτων χωρῶν. ΜΟΣΧΑ, 18. (Ἀσσ. Πρές).— Ἡ «Πράβδα» γράφει ὅτι οἱ ἐξοπλισμοὶ ἀποτελοῦν πέδην εἰς τὴν οἰκονομικὴν ἀνάπτυξιν τῶν ὑπαναπτύκτων χωρῶν.: [989, 1424, 1174, 1541]
sub-monks: ΟΙ ΜΟΝΑΧΟΙ ΔΙΕΚΟΨΑΝ ΤΗΝ ΑΠΕΡΓΙΑΝ ΠΕΙΝΗΣ: [1228, 591, 1539, 608]
sub-institutions: ΛΕΙΤΟΥΡΓΟΥΝ 4.476 ΕΠΙΣΤΗΜΟΝΙΚΑ ΙΔΡΥΜΑΤΑ: [1242, 1048, 1525, 1064]
deck-wages-2: εἰς τὰς βασικὰς καταβαλλομένας ἀποδοχάς: [259, 131, 551, 147]
sub-strength: Η ΘΕΣΙΣ ΙΣΧΥΟΣ: [787, 458, 850, 468]
headline-vietnam: ΣΥΜΒΙΒΑΣΜΟΝ ΜΕ ΤΟΥΣ ΒΟΥΔΙΣΤΑΣ ΕΠΙΔΙΩΚΕΙ Η ΚΥΒΕΡΝΗΣΙΣ Ν. ΒΙΕΤΝΑΜ: [1209, 508, 1558, 549]
bonn-box-title: ΔΙΕΚΟΠΗΣΑΝ ΑΙ ΣΥΝΟΜΙΛΙΑΙ ΠΕΡΙ ΤΗΣ Ε.Κ.Α. ΒΟΝΝΗΣ — ΟΥΑΣΙΓΚΤΩΝ: [989, 1561, 1174, 1586]
article-bank: ΑΘΗΝΑΙ, 18.— Εἰς γενικὰς γραμμὰς ἐμελετήθη ὑπὸ ὁμάδος ὁμογενῶν κεφαλαιούχων ἡ ἵδρυσις Τραπέζης, σκοπὸς τῆς ὁποίας θὰ εἶναι ἡ παροχὴ δανείων ὑπὸ εὐνοϊκοὺς ὅρους πρὸς ἀνέγερσιν κατοικιῶν ὑπὸ τῶν λαϊκῶν τάξεων. Ἡ Τράπεζα θὰ λειτουργήσῃ μὲ κεφάλαιον 1.000.000 δολλαρίων καὶ θὰ χορηγῇ δάνεια μακροπροθέσμου ἐξοφλήσεως μὲ χαμηλὸν τόκον. Τὸ σχέδιον ὑπεβλήθη ἤδη εἰς τὰ ἁρμόδια Ὑπουργεῖα. ΑΘΗΝΑΙ, 18.— Εἰς γενικὰς γραμμὰς ἐμελετήθη ὑπὸ ὁμάδος ὁμογενῶν κεφαλαιούχων ἡ ἵδρυσις Τραπέζης, σκοπὸς τῆς ὁποίας θὰ εἶναι ἡ παροχὴ δανείων ὑπὸ εὐνοϊκοὺς ὅρους πρὸς ἀνέγερσιν κατοικιῶν ὑπὸ τῶν λαϊκῶν τάξεων. Ἡ Τράπεζα θὰ λειτουργήσῃ μὲ κεφάλαιον 1.000.000 δολλαρίων καὶ θὰ χορηγῇ δάνεια μακροπροθέσμου ἐξοφλήσεως μὲ χαμηλὸν τόκον. Τὸ σχέδιον ὑπεβλήθη ἤδη εἰς τὰ ἁρμόδια Ὑπουργεῖα.: [211, 1168, 598, 1263]
bus-photo-title: ΛΕΩΦΟΡΕΙΟΝ ΕΙΣ ΤΑ ΥΔΑΤΑ ΤΟΥ ΣΚΗΟΥΝΑ: [1241, 5, 1526, 21]
sub-poles: ΟΙ ΠΟΛΩΝΟΙ: [648, 558, 697, 568]
gold-box: [405, 1464, 598, 1670]
youth-box-text: ΝΕΑ ΥΟΡΚΗ, 18. (Ρόϋτερ).— Ἡ Ἀμερικανὶς ἠθοποιὸς ἐδήλωσεν ὅτι ἡ Ρωσσικὴ νεολαία συμπεριφέρεται πρὸς τοὺς ἀγαπημένους της καλλιτέχνας ὅπως καὶ ἡ Ἀμερικανική.: [1394, 1315, 1578, 1353]
deck-moscow-1: Παραλλήλως συνεχίζεται ἡ ἐξέτασις: [684, 1150, 1099, 1176]
headline-farmers: ΜΕΓΑΛΗ ΣΥΓΚΕΝΤΡΩΣΙΣ ΣΙΤΟΠΑΡΑΓΩΓΩΝ ΣΥΓΚΡΟΤΕΙΤΑΙ ΤΗΝ ΚΥΡΙΑΚΗΝ ΕΙΣ ΠΡΟΧΩΜΑ: [212, 687, 597, 749]
missing-agents-text: ΟΥΑΣΙΓΚΤΩΝ, 18. (Ρόϋτερ).— Ἐγνώσθη ὅτι δύο μυστικοὶ πράκτορες τῶν Ἡνωμένων Πολιτειῶν ἀγνοοῦνται ἀπὸ ἑβδομάδος. ΟΥΑΣΙΓΚΤΩΝ, 18. (Ρόϋτερ).— Ἐγνώσθη ὅτι δύο μυστικοὶ πράκτορες τῶν Ἡνωμένων Πολιτειῶν ἀγνοοῦνται ἀπὸ ἑβδομάδος.: [1388, 1583, 1584, 1642]
bus-photo-caption: Πλήθη περιέργων παρακολουθοῦν τοὺς πυροσβέστας, οἱ ὁποῖοι ἀνελκύουν λεωφορεῖον, τὸ ὁποῖον κατεκρημνίσθη εἰς τὸν ποταμόν, συντρῖβον τὸ κιγκλίδωμα τῆς γεφύρας, μὲ ἀποτέλεσμα νὰ ἀπωλέσουν τὴν ζωήν των τρεῖς ἐκ τῶν ἑπτὰ ἐπιβατῶν.: [1183, 447, 1584, 476]
sub-beirut: ΦΕΣΤΙΒΑΛ ΕΙΣ ΒΗΡΥΤΟΝ: [362, 1750, 448, 1758]
hyp-heading: ΥΨΗΛΕΙΑ: [92, 794, 138, 806]
sub-drunkards: «ΒΑΡΒΑΡΟΙ ΜΕΘΥΣΟΙ»: [773, 558, 864, 568]
oil-box-text: ΑΘΗΝΑΙ, 18.— Ἀρμοδίως ἐγνώσθη ὅτι κατὰ τὰς γεωτρήσεις εἰς τὴν περιοχὴν τῆς Ἄρτης ἀνεκαλύφθησαν ἴχνη πετρελαίου εἰς βάθος 2.287 μέτρων. Αἱ ἐργασίαι συνεχίζονται. ΑΘΗΝΑΙ, 18.— Ἀρμοδίως ἐγνώσθη ὅτι κατὰ τὰς γεωτρήσεις εἰς τὴν περιοχὴν τῆς Ἄρτης ἀνεκαλύφθησαν ἴχνη πετρελαίου εἰς βάθος 2.287 μέτρων. Αἱ ἐργασίαι συνεχίζονται.: [989, 1288, 1174, 1364]
khrushchev-box-sub: ΕΝΘΕΡΜΟΝ ΠΡΟΣΚΛΗΣΙΝ ΤΟΥ Κ. ΚΑΝΤΑΡ: [1409, 1115, 1562, 1125]
pravda-box: [983, 1380, 1180, 1549]
sub-pravda: Η «ΠΡΑΒΔΑ» ΚΑΤΗΓΟΡΕΙ: [623, 348, 722, 358]
sub-women: ΣΥΝΕΔΡΙΟΝ ΓΥΝΑΙΚΩΝ: [919, 377, 1010, 387]
